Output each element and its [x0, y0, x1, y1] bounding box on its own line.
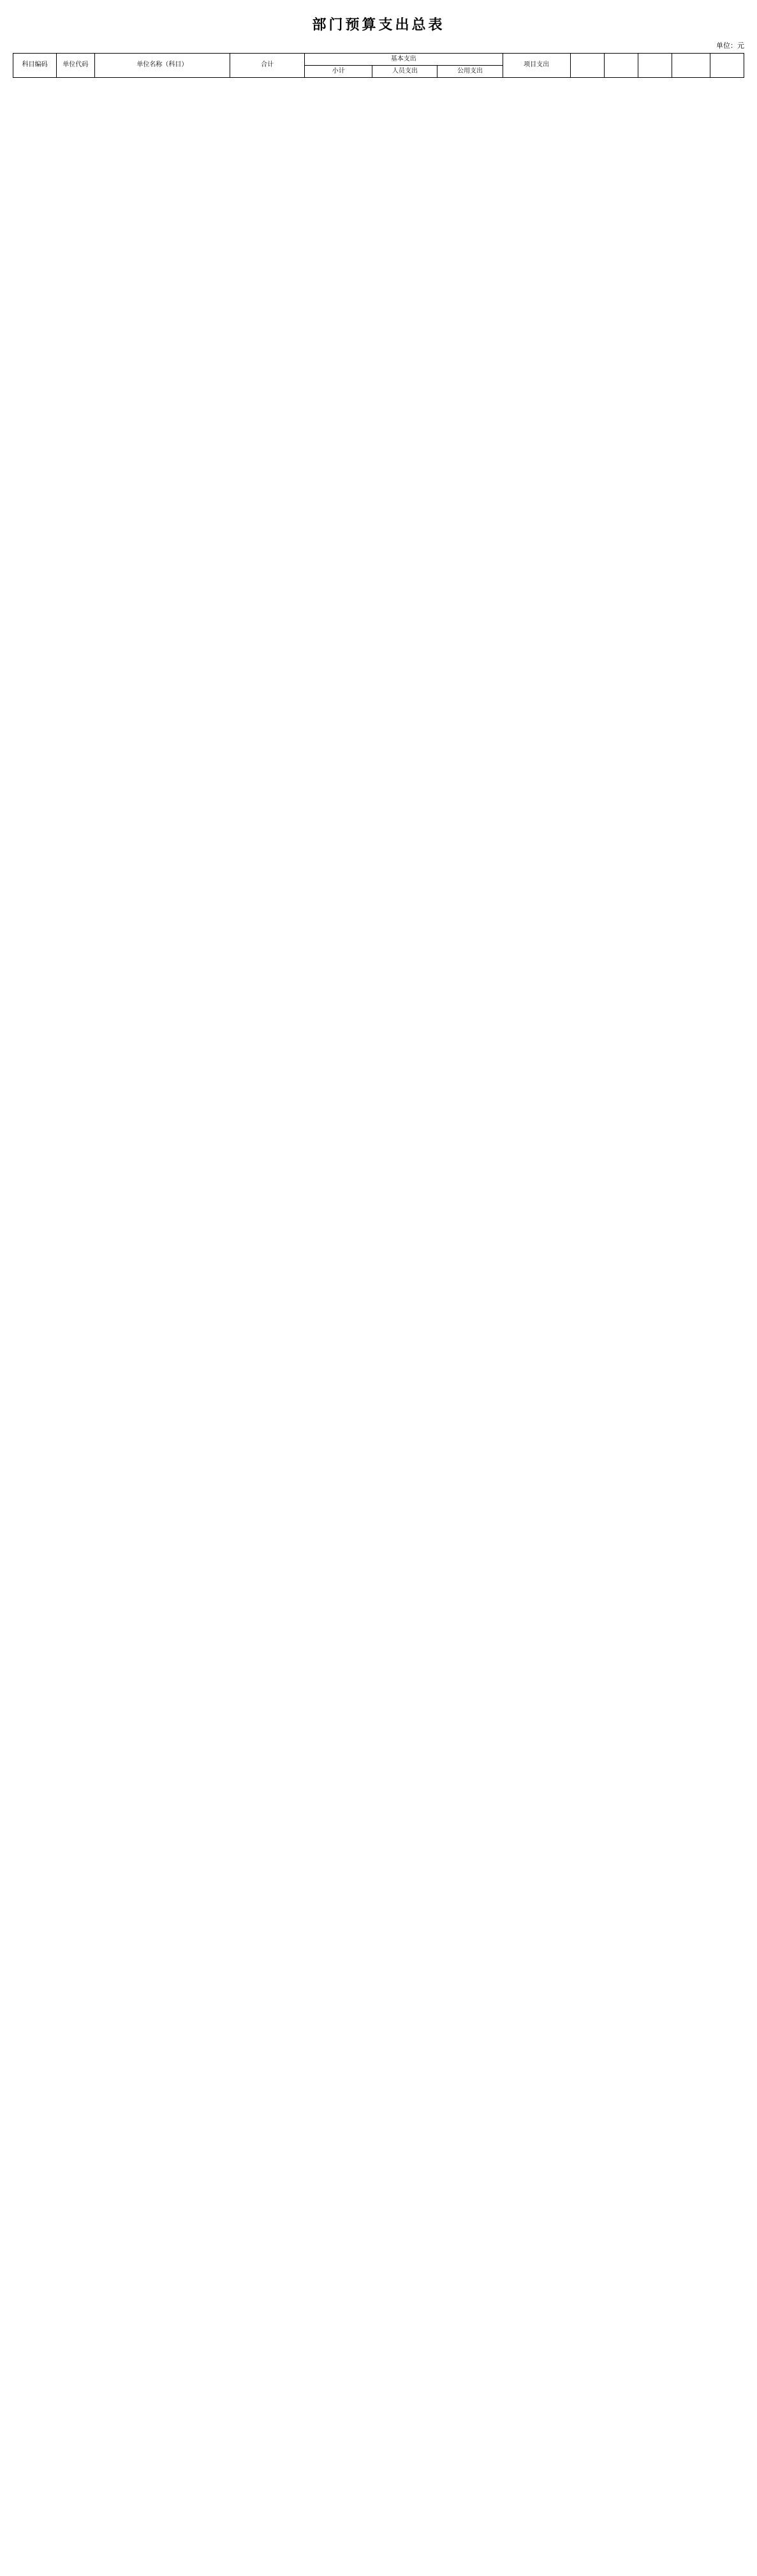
header-basic-group: 基本支出	[305, 54, 503, 66]
header-personnel: 人员支出	[372, 66, 437, 78]
header-unit-code: 单位代码	[57, 54, 95, 78]
table-header	[13, 54, 744, 78]
header-extra-2	[604, 54, 638, 78]
header-extra-5	[710, 54, 744, 78]
header-project: 项目支出	[503, 54, 570, 78]
header-public: 公用支出	[437, 66, 503, 78]
header-total: 合计	[230, 54, 305, 78]
budget-table	[13, 53, 744, 78]
header-row-1	[13, 54, 744, 66]
header-subtotal: 小计	[305, 66, 372, 78]
header-extra-1	[570, 54, 604, 78]
header-subject-code: 科目编码	[13, 54, 57, 78]
currency-unit-label: 单位：元	[716, 41, 744, 50]
header-extra-4	[672, 54, 710, 78]
header-unit-name: 单位名称（科目）	[94, 54, 230, 78]
document-title: 部门预算支出总表	[312, 17, 445, 33]
document-page	[0, 0, 757, 91]
header-extra-3	[638, 54, 672, 78]
